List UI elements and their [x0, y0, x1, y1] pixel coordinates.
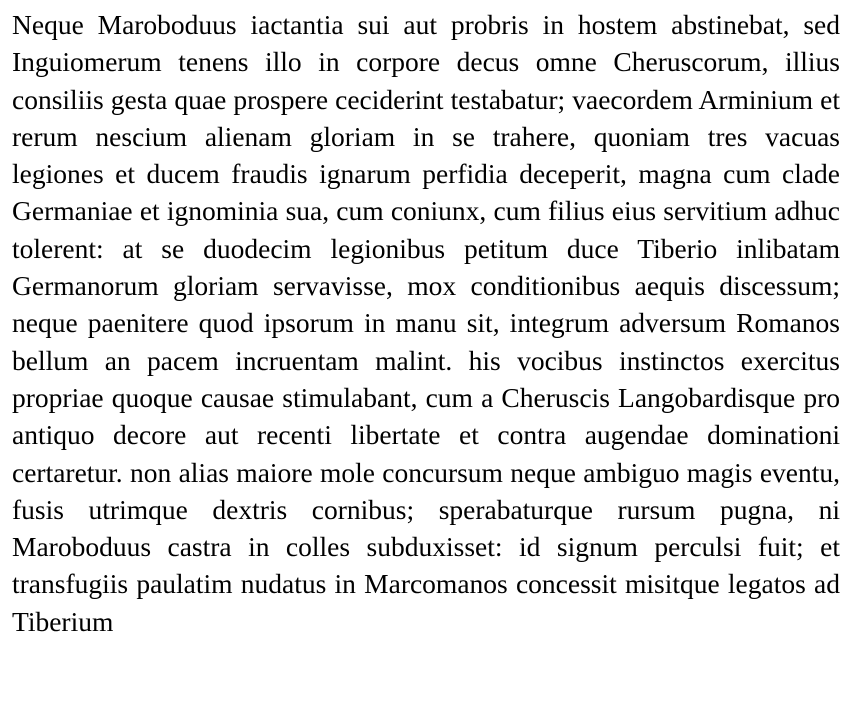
document-paragraph: Neque Maroboduus iactantia sui aut probris in hostem abstinebat, sed Inguiomerum tenens illo in corpore decus omne Cheruscorum, illius consiliis gesta quae prospere ceciderint testabatur; vaecordem Arminium et rerum nescium alienam gloriam in se trahere, quoniam tres vacuas legiones et ducem fraudis ignarum perfidia deceperit, magna cum clade Germaniae et ignominia sua, cum coniunx, cum filius eius servitium adhuc tolerent: at se duodecim legionibus petitum duce Tiberio inlibatam Germanorum gloriam servavisse, mox conditionibus aequis discessum; neque paenitere quod ipsorum in manu sit, integrum adversum Romanos bellum an pacem incruentam malint. his vocibus instinctos exercitus propriae quoque causae stimulabant, cum a Cheruscis Langobardisque pro antiquo decore aut recenti libertate et contra augendae dominationi certaretur. non alias maiore mole concursum neque ambiguo magis eventu, fusis utrimque dextris cornibus; sperabaturque rursum pugna, ni Maroboduus castra in colles subduxisset: id signum perculsi fuit; et transfugiis paulatim nudatus in Marcomanos concessit misitque legatos ad Tiberium — [12, 9, 840, 637]
